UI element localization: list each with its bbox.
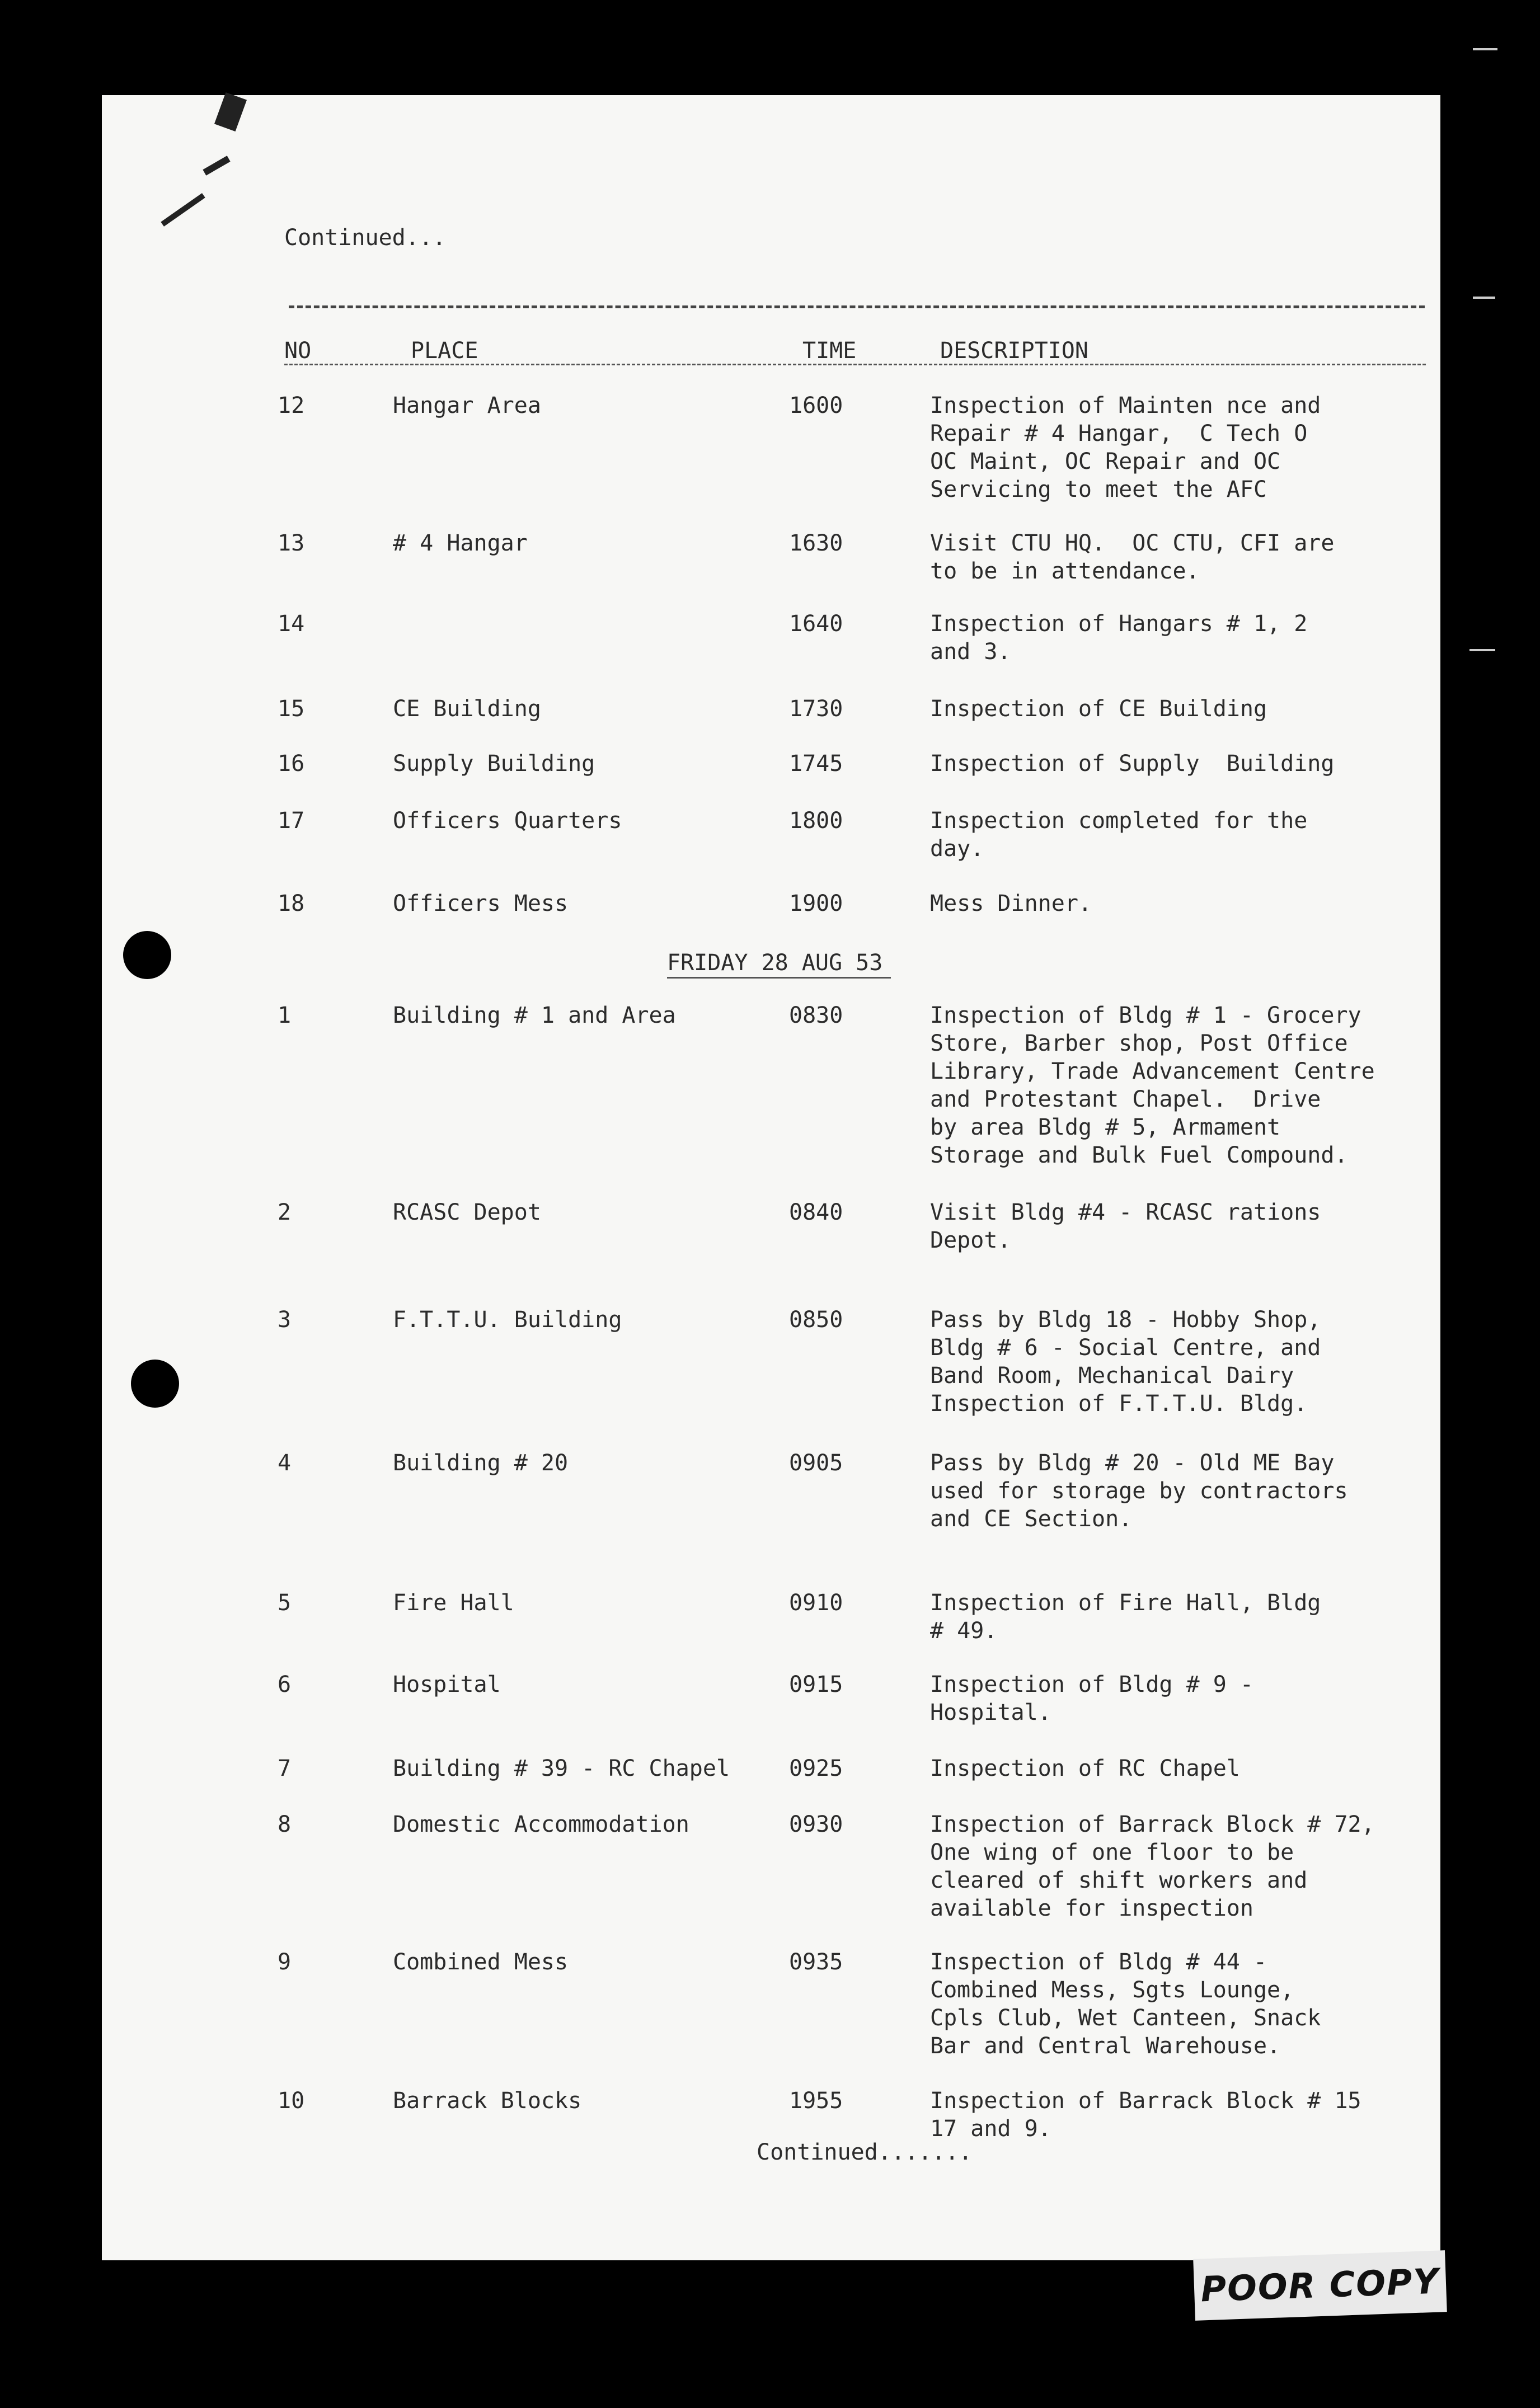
row-time: 1640 bbox=[789, 611, 843, 637]
row-description bbox=[930, 2087, 1406, 2143]
row-time: 0930 bbox=[789, 1812, 843, 1837]
row-number: 18 bbox=[278, 891, 305, 916]
col-time-header: TIME bbox=[802, 338, 857, 364]
description-line: 17 and 9. bbox=[930, 2116, 1051, 2142]
description-line: Inspection of RC Chapel bbox=[930, 1756, 1240, 1781]
row-place: F.T.T.U. Building bbox=[393, 1307, 622, 1333]
description-line: # 49. bbox=[930, 1618, 998, 1644]
row-number: 3 bbox=[278, 1307, 292, 1333]
row-time: 0935 bbox=[789, 1949, 843, 1975]
col-description-header: DESCRIPTION bbox=[940, 338, 1088, 364]
description-line: Depot. bbox=[930, 1227, 1011, 1253]
description-line: Hospital. bbox=[930, 1700, 1051, 1725]
edge-mark bbox=[1469, 649, 1495, 651]
description-line: Inspection completed for the bbox=[930, 808, 1308, 834]
description-line: by area Bldg # 5, Armament bbox=[930, 1114, 1281, 1140]
row-number: 16 bbox=[278, 751, 305, 777]
description-line: and CE Section. bbox=[930, 1506, 1133, 1532]
day-heading-underline bbox=[667, 977, 891, 979]
row-time: 1955 bbox=[789, 2088, 843, 2114]
row-description bbox=[930, 750, 1406, 778]
row-number: 5 bbox=[278, 1590, 292, 1616]
row-description bbox=[930, 807, 1406, 863]
row-description bbox=[930, 890, 1406, 918]
row-place: Building # 39 - RC Chapel bbox=[393, 1756, 730, 1781]
row-number: 4 bbox=[278, 1450, 292, 1476]
row-place: Fire Hall bbox=[393, 1590, 514, 1616]
row-number: 12 bbox=[278, 393, 305, 418]
row-place: Hangar Area bbox=[393, 393, 541, 418]
row-place: CE Building bbox=[393, 696, 541, 722]
torn-corner-mark bbox=[203, 156, 230, 175]
row-description bbox=[930, 610, 1406, 666]
day-heading: FRIDAY 28 AUG 53 bbox=[667, 950, 883, 976]
row-time: 0830 bbox=[789, 1003, 843, 1028]
description-line: Band Room, Mechanical Dairy bbox=[930, 1363, 1294, 1389]
row-time: 1800 bbox=[789, 808, 843, 834]
continued-bottom: Continued....... bbox=[757, 2139, 973, 2165]
description-line: Bar and Central Warehouse. bbox=[930, 2033, 1281, 2059]
description-line: and 3. bbox=[930, 639, 1011, 665]
description-line: Inspection of Mainten nce and bbox=[930, 393, 1321, 418]
row-time: 1600 bbox=[789, 393, 843, 418]
torn-corner-mark bbox=[161, 193, 205, 227]
row-time: 0915 bbox=[789, 1672, 843, 1697]
description-line: Inspection of Bldg # 9 - bbox=[930, 1672, 1253, 1697]
row-time: 1630 bbox=[789, 530, 843, 556]
poor-copy-stamp: POOR COPY bbox=[1193, 2250, 1447, 2321]
description-line: Inspection of Supply Building bbox=[930, 751, 1335, 777]
description-line: Store, Barber shop, Post Office bbox=[930, 1031, 1348, 1056]
description-line: and Protestant Chapel. Drive bbox=[930, 1087, 1321, 1112]
row-description bbox=[930, 529, 1406, 585]
row-place: Barrack Blocks bbox=[393, 2088, 582, 2114]
description-line: One wing of one floor to be bbox=[930, 1840, 1294, 1865]
description-line: Pass by Bldg # 20 - Old ME Bay bbox=[930, 1450, 1335, 1476]
description-line: OC Maint, OC Repair and OC bbox=[930, 449, 1281, 474]
row-number: 14 bbox=[278, 611, 305, 637]
row-time: 0925 bbox=[789, 1756, 843, 1781]
torn-corner-mark bbox=[214, 92, 247, 131]
row-place: # 4 Hangar bbox=[393, 530, 528, 556]
description-line: Visit Bldg #4 - RCASC rations bbox=[930, 1200, 1321, 1225]
description-line: Cpls Club, Wet Canteen, Snack bbox=[930, 2005, 1321, 2031]
description-line: day. bbox=[930, 836, 984, 862]
punch-hole bbox=[131, 1360, 179, 1408]
description-line: cleared of shift workers and bbox=[930, 1868, 1308, 1893]
row-description bbox=[930, 695, 1406, 723]
description-line: Library, Trade Advancement Centre bbox=[930, 1059, 1375, 1084]
row-description bbox=[930, 1306, 1406, 1418]
description-line: Pass by Bldg 18 - Hobby Shop, bbox=[930, 1307, 1321, 1333]
document-page bbox=[102, 95, 1440, 2260]
row-place: Building # 1 and Area bbox=[393, 1003, 676, 1028]
description-line: Combined Mess, Sgts Lounge, bbox=[930, 1977, 1294, 2003]
row-place: Building # 20 bbox=[393, 1450, 569, 1476]
row-place: Officers Quarters bbox=[393, 808, 622, 834]
description-line: Bldg # 6 - Social Centre, and bbox=[930, 1335, 1321, 1361]
row-description bbox=[930, 1810, 1406, 1922]
row-number: 10 bbox=[278, 2088, 305, 2114]
row-description bbox=[930, 1948, 1406, 2060]
row-number: 1 bbox=[278, 1003, 292, 1028]
row-time: 0905 bbox=[789, 1450, 843, 1476]
col-no-header: NO bbox=[284, 338, 312, 364]
row-time: 1730 bbox=[789, 696, 843, 722]
row-description bbox=[930, 1449, 1406, 1533]
row-place: Supply Building bbox=[393, 751, 595, 777]
row-place: RCASC Depot bbox=[393, 1200, 541, 1225]
row-time: 0840 bbox=[789, 1200, 843, 1225]
edge-mark bbox=[1473, 48, 1497, 50]
row-number: 15 bbox=[278, 696, 305, 722]
description-line: Inspection of Barrack Block # 72, bbox=[930, 1812, 1375, 1837]
row-number: 8 bbox=[278, 1812, 292, 1837]
description-line: Servicing to meet the AFC bbox=[930, 477, 1267, 502]
row-description bbox=[930, 1671, 1406, 1727]
description-line: Inspection of F.T.T.U. Bldg. bbox=[930, 1391, 1308, 1417]
description-line: Inspection of Barrack Block # 15 bbox=[930, 2088, 1361, 2114]
description-line: Visit CTU HQ. OC CTU, CFI are bbox=[930, 530, 1335, 556]
row-number: 9 bbox=[278, 1949, 292, 1975]
description-line: Inspection of Bldg # 1 - Grocery bbox=[930, 1003, 1361, 1028]
row-description bbox=[930, 1198, 1406, 1254]
row-time: 0910 bbox=[789, 1590, 843, 1616]
header-rule bbox=[289, 305, 1425, 308]
row-number: 2 bbox=[278, 1200, 292, 1225]
row-description bbox=[930, 1589, 1406, 1645]
description-line: available for inspection bbox=[930, 1896, 1253, 1921]
row-description bbox=[930, 1755, 1406, 1783]
col-place-header: PLACE bbox=[411, 338, 478, 364]
description-line: Inspection of CE Building bbox=[930, 696, 1267, 722]
punch-hole bbox=[123, 931, 171, 979]
row-number: 17 bbox=[278, 808, 305, 834]
row-time: 0850 bbox=[789, 1307, 843, 1333]
description-line: Storage and Bulk Fuel Compound. bbox=[930, 1142, 1348, 1168]
description-line: to be in attendance. bbox=[930, 558, 1200, 584]
description-line: Inspection of Fire Hall, Bldg bbox=[930, 1590, 1321, 1616]
row-number: 7 bbox=[278, 1756, 292, 1781]
row-place: Hospital bbox=[393, 1672, 501, 1697]
row-number: 6 bbox=[278, 1672, 292, 1697]
edge-mark bbox=[1473, 297, 1495, 299]
row-description bbox=[930, 1001, 1406, 1169]
column-header-underline bbox=[284, 364, 1426, 365]
description-line: Inspection of Bldg # 44 - bbox=[930, 1949, 1267, 1975]
continued-top: Continued... bbox=[284, 225, 446, 251]
row-number: 13 bbox=[278, 530, 305, 556]
description-line: Mess Dinner. bbox=[930, 891, 1092, 916]
row-place: Combined Mess bbox=[393, 1949, 569, 1975]
row-description bbox=[930, 392, 1406, 504]
row-time: 1745 bbox=[789, 751, 843, 777]
row-place: Officers Mess bbox=[393, 891, 569, 916]
description-line: Inspection of Hangars # 1, 2 bbox=[930, 611, 1308, 637]
row-time: 1900 bbox=[789, 891, 843, 916]
description-line: used for storage by contractors bbox=[930, 1478, 1348, 1504]
description-line: Repair # 4 Hangar, C Tech O bbox=[930, 421, 1308, 446]
row-place: Domestic Accommodation bbox=[393, 1812, 689, 1837]
